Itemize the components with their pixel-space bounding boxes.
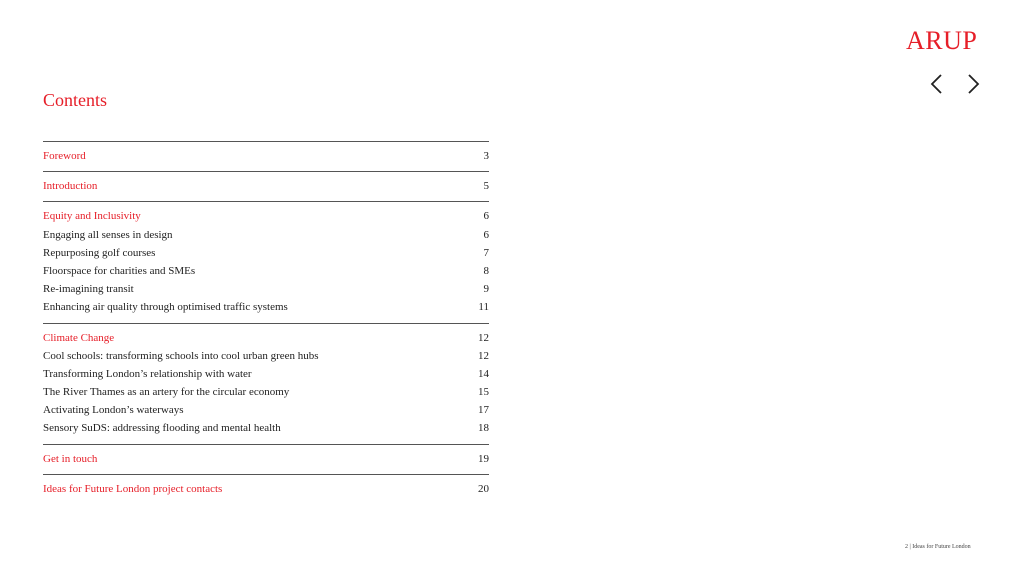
toc-entry-label: Introduction — [43, 180, 98, 193]
toc-section-heading[interactable] — [43, 329, 489, 347]
toc-section — [43, 474, 489, 498]
toc-entry-label: Cool schools: transforming schools into cool urban green hubs — [43, 349, 319, 362]
toc-item[interactable] — [43, 401, 489, 419]
toc-section-heading[interactable] — [43, 177, 489, 195]
toc-section-heading[interactable] — [43, 450, 489, 468]
toc-entry-label: Sensory SuDS: addressing flooding and mental health — [43, 422, 281, 435]
toc-item[interactable] — [43, 244, 489, 262]
toc-item[interactable] — [43, 226, 489, 244]
toc-entry-label: The River Thames as an artery for the circular economy — [43, 386, 290, 399]
toc-item[interactable] — [43, 365, 489, 383]
page-title: Contents — [43, 90, 108, 110]
toc-section-heading[interactable] — [43, 147, 489, 165]
toc-item[interactable] — [43, 262, 489, 280]
table-of-contents — [43, 141, 489, 498]
toc-entry-label: Equity and Inclusivity — [43, 210, 141, 223]
arup-logo: ARUP — [906, 26, 978, 55]
toc-entry-label: Repurposing golf courses — [43, 246, 156, 259]
toc-page-number: 12 — [478, 331, 489, 344]
toc-page-number: 9 — [483, 283, 489, 296]
toc-entry-label: Enhancing air quality through optimised traffic systems — [43, 301, 288, 314]
next-page-button[interactable] — [962, 72, 984, 96]
toc-page-number: 15 — [478, 386, 489, 399]
toc-page-number: 7 — [483, 246, 489, 259]
toc-page-number: 19 — [478, 452, 489, 465]
toc-section-heading[interactable] — [43, 480, 489, 498]
toc-section — [43, 201, 489, 322]
toc-page-number: 12 — [478, 349, 489, 362]
toc-page-number: 14 — [478, 367, 489, 380]
toc-page-number: 6 — [483, 228, 489, 241]
toc-section — [43, 444, 489, 474]
toc-item[interactable] — [43, 298, 489, 316]
toc-section — [43, 323, 489, 444]
toc-entry-label: Foreword — [43, 150, 86, 162]
toc-page-number: 17 — [478, 404, 489, 417]
toc-page-number: 11 — [478, 301, 489, 314]
toc-page-number: 3 — [483, 150, 489, 162]
toc-item[interactable] — [43, 383, 489, 401]
toc-item[interactable] — [43, 419, 489, 437]
toc-entry-label: Engaging all senses in design — [43, 228, 173, 241]
toc-page-number: 20 — [478, 482, 489, 495]
chevron-left-icon — [926, 72, 948, 96]
toc-entry-label: Get in touch — [43, 452, 98, 465]
toc-entry-label: Re-imagining transit — [43, 283, 134, 296]
toc-item[interactable] — [43, 347, 489, 365]
toc-section-heading[interactable] — [43, 207, 489, 225]
toc-section — [43, 141, 489, 171]
toc-entry-label: Activating London’s waterways — [43, 404, 184, 417]
toc-entry-label: Climate Change — [43, 331, 115, 344]
page-footer: 2 | Ideas for Future London — [905, 544, 971, 550]
toc-page-number: 5 — [483, 180, 489, 193]
toc-page-number: 18 — [478, 422, 489, 435]
previous-page-button[interactable] — [926, 72, 948, 96]
toc-item[interactable] — [43, 280, 489, 298]
toc-entry-label: Ideas for Future London project contacts — [43, 482, 223, 495]
chevron-right-icon — [962, 72, 984, 96]
toc-entry-label: Transforming London’s relationship with water — [43, 367, 252, 380]
toc-section — [43, 171, 489, 201]
toc-entry-label: Floorspace for charities and SMEs — [43, 264, 196, 277]
toc-page-number: 6 — [483, 210, 489, 223]
toc-page-number: 8 — [483, 264, 489, 277]
